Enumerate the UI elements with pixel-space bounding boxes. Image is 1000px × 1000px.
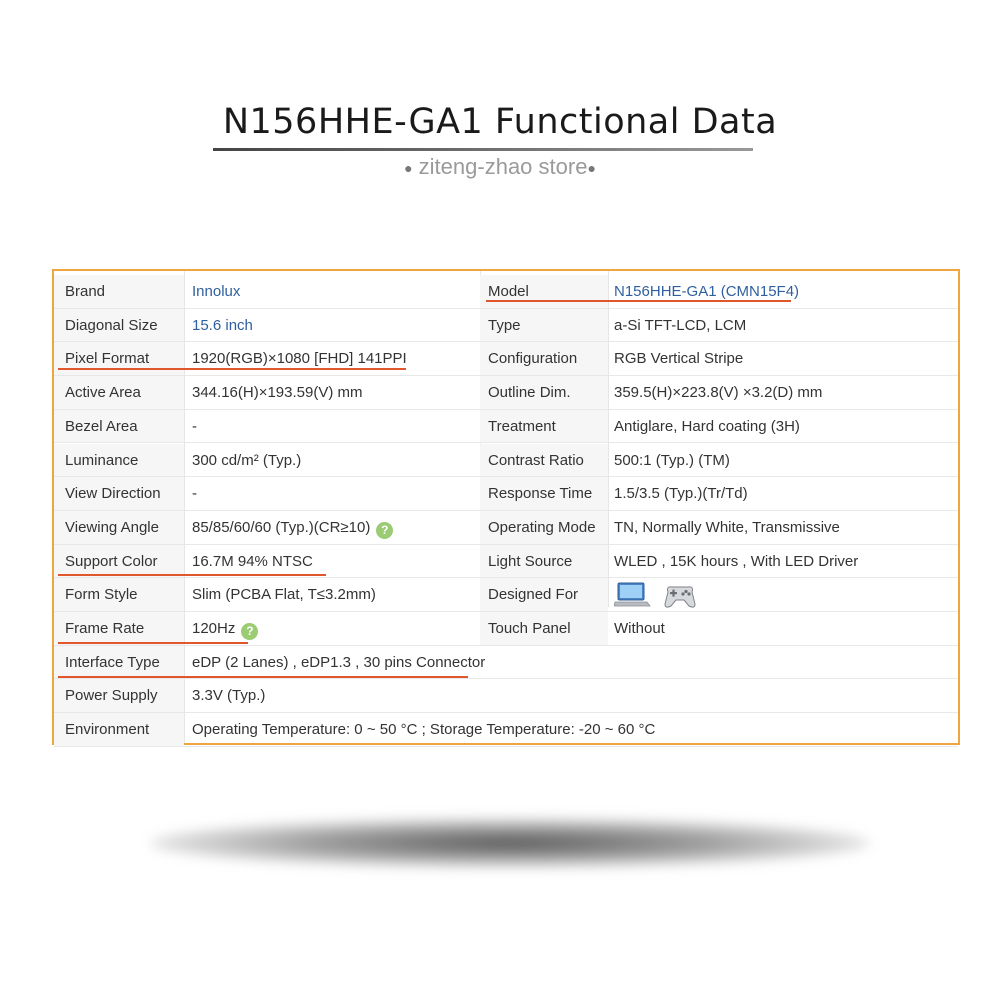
table-row [54, 376, 958, 410]
highlight-underline-interface-type [58, 676, 468, 678]
spec-label: Bezel Area [54, 410, 184, 443]
spec-label: Pixel Format [54, 342, 184, 375]
spec-value: TN, Normally White, Transmissive [614, 518, 840, 536]
spec-label: Active Area [54, 376, 184, 409]
spec-label: Configuration [480, 342, 608, 375]
spec-value: 300 cd/m² (Typ.) [192, 451, 302, 469]
spec-label: Power Supply [54, 679, 184, 712]
spec-value: WLED , 15K hours , With LED Driver [614, 552, 859, 570]
spec-label: Contrast Ratio [480, 444, 608, 477]
gamepad-icon [662, 582, 698, 610]
spec-value: - [192, 485, 197, 503]
table-row [54, 646, 958, 680]
spec-label: Luminance [54, 444, 184, 477]
store-subtitle [0, 154, 1000, 180]
highlight-underline-model [486, 300, 791, 302]
help-icon[interactable]: ? [376, 522, 393, 539]
spec-value: 359.5(H)×223.8(V) ×3.2(D) mm [614, 384, 823, 402]
spec-table [52, 269, 960, 745]
table-row [54, 309, 958, 343]
drop-shadow [150, 818, 870, 868]
page-title: N156HHE-GA1 Functional Data [222, 102, 778, 142]
spec-label: Model [480, 275, 608, 308]
viewing-angle-text: 85/85/60/60 (Typ.)(CR≥10) [192, 518, 371, 536]
spec-label: Light Source [480, 545, 608, 578]
spec-label: Frame Rate [54, 612, 184, 645]
spec-value [184, 511, 480, 544]
spec-label: Outline Dim. [480, 376, 608, 409]
spec-label: Form Style [54, 578, 184, 611]
bullet-icon: ● [404, 160, 413, 177]
spec-label: Designed For [480, 578, 608, 611]
spec-value[interactable]: 15.6 inch [192, 316, 253, 334]
table-row [54, 342, 958, 376]
title-underline [213, 148, 753, 151]
spec-value[interactable]: N156HHE-GA1 (CMN15F4) [614, 283, 800, 300]
spec-label: Type [480, 309, 608, 342]
highlight-underline-pixel-format [58, 368, 406, 370]
spec-value: 16.7M 94% NTSC [192, 552, 313, 570]
spec-value: eDP (2 Lanes) , eDP1.3 , 30 pins Connector [192, 653, 486, 671]
frame-rate-text: 120Hz [192, 620, 236, 637]
spec-label: Support Color [54, 545, 184, 578]
spec-value: 1.5/3.5 (Typ.)(Tr/Td) [614, 485, 748, 503]
table-row [54, 713, 958, 747]
spec-label: Environment [54, 713, 184, 746]
table-row [54, 410, 958, 444]
spec-value: 500:1 (Typ.) (TM) [614, 451, 730, 469]
table-row [54, 511, 958, 545]
spec-label: Brand [54, 275, 184, 308]
spec-label: Response Time [480, 477, 608, 510]
highlight-underline-frame-rate [58, 642, 248, 644]
spec-value: 344.16(H)×193.59(V) mm [192, 384, 363, 402]
spec-value: 3.3V (Typ.) [192, 687, 266, 705]
spec-value: RGB Vertical Stripe [614, 350, 744, 368]
spec-label: Treatment [480, 410, 608, 443]
spec-value[interactable]: Innolux [192, 283, 241, 300]
spec-value: Without [614, 620, 665, 637]
spec-label: Viewing Angle [54, 511, 184, 544]
table-row [54, 444, 958, 478]
table-row [54, 578, 958, 612]
spec-label: Diagonal Size [54, 309, 184, 342]
help-icon[interactable]: ? [241, 623, 258, 640]
spec-value: 1920(RGB)×1080 [FHD] 141PPI [192, 350, 407, 368]
spec-value: Slim (PCBA Flat, T≤3.2mm) [192, 586, 376, 604]
spec-label: Touch Panel [480, 612, 608, 645]
spec-value: a-Si TFT-LCD, LCM [614, 316, 747, 334]
spec-value [184, 612, 480, 645]
table-row [54, 275, 958, 309]
spec-label: Operating Mode [480, 511, 608, 544]
highlight-underline-support-color [58, 574, 326, 576]
spec-value: Operating Temperature: 0 ~ 50 °C ; Storage Temperature: -20 ~ 60 °C [192, 721, 656, 739]
table-row [54, 477, 958, 511]
store-name: ziteng-zhao store [418, 154, 588, 179]
bullet-icon: ● [587, 160, 596, 177]
spec-value: - [192, 417, 197, 435]
designed-for-icons [608, 578, 958, 611]
spec-label: View Direction [54, 477, 184, 510]
table-row [54, 679, 958, 713]
spec-label: Interface Type [54, 646, 184, 679]
spec-value: Antiglare, Hard coating (3H) [614, 417, 800, 435]
table-row [54, 612, 958, 646]
